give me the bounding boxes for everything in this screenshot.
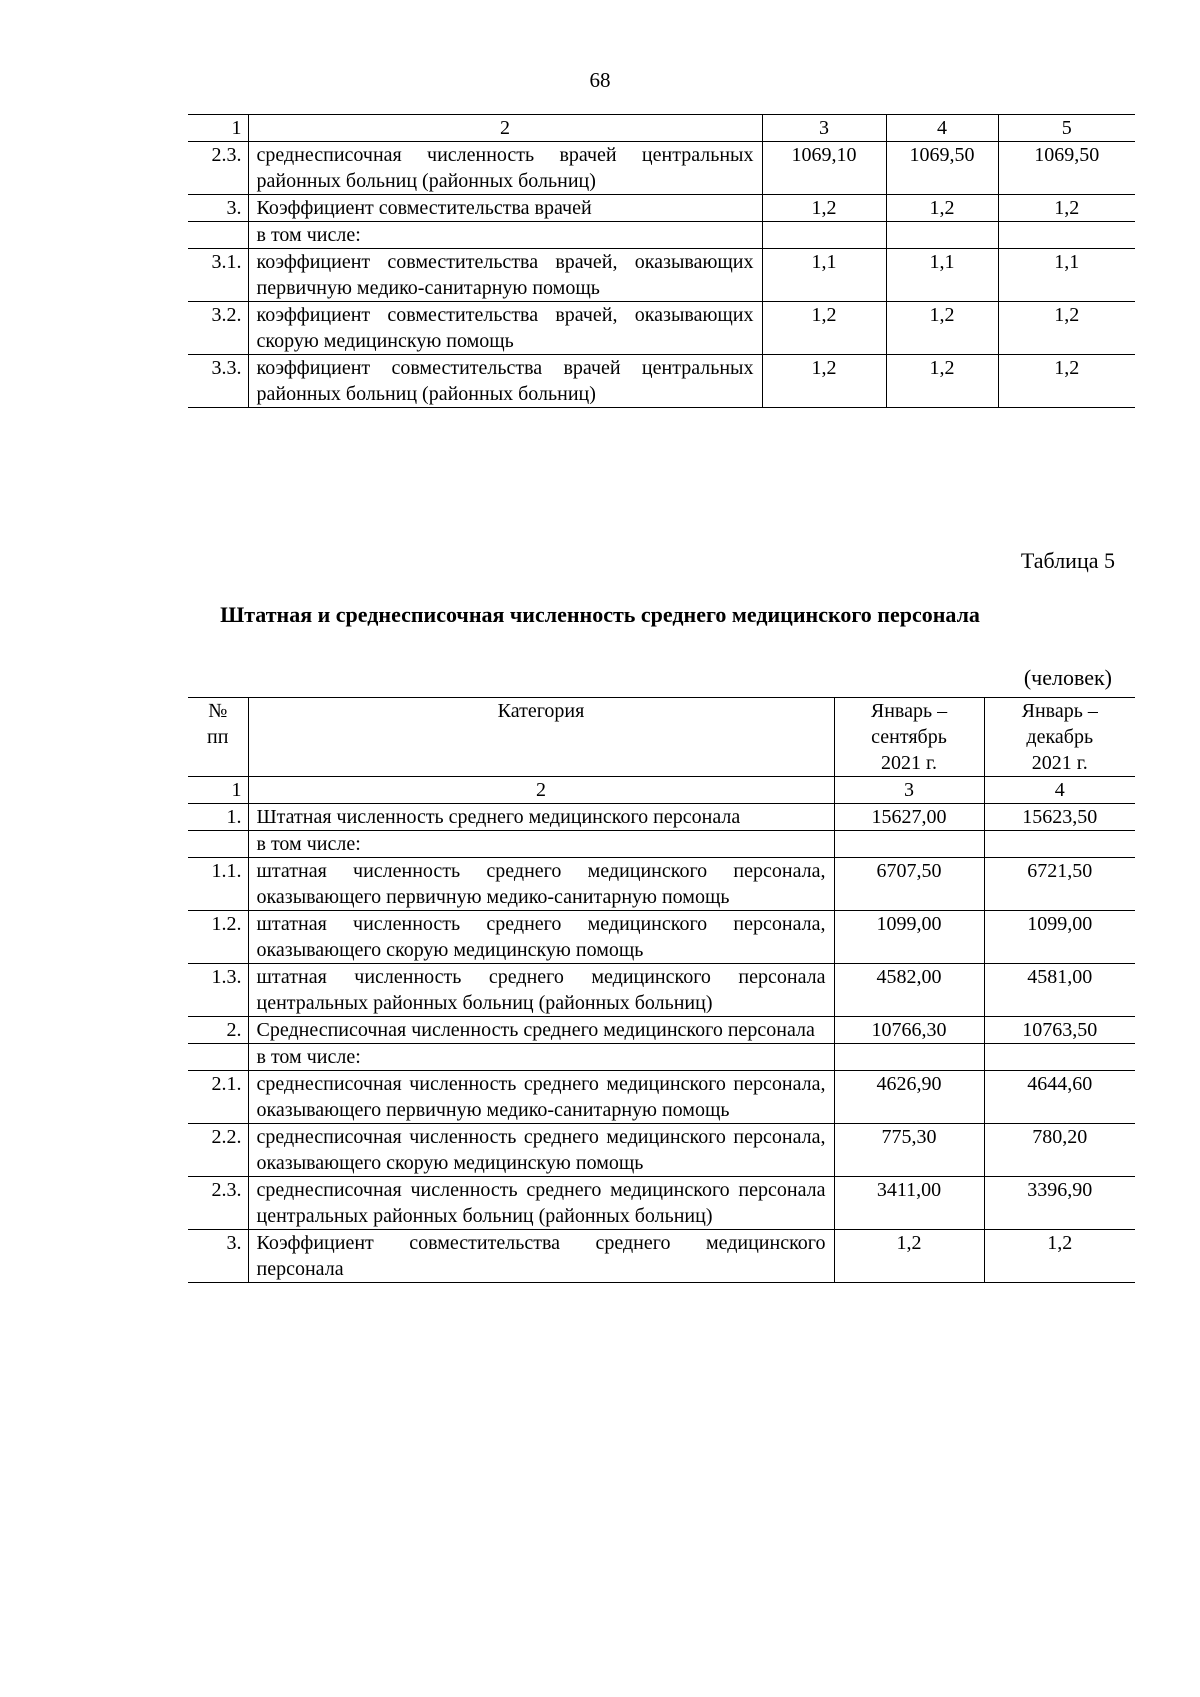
table-index-row bbox=[188, 777, 1135, 804]
table-header-row bbox=[188, 115, 1135, 142]
header-cell: 1 bbox=[188, 115, 248, 142]
header-cell: 5 bbox=[998, 115, 1135, 142]
row-number: 2. bbox=[188, 1017, 248, 1044]
table-row bbox=[188, 222, 1135, 249]
row-category: в том числе: bbox=[248, 222, 762, 249]
row-number: 2.2. bbox=[188, 1124, 248, 1177]
column-header-jan-sep: Январь – сентябрь 2021 г. bbox=[834, 698, 984, 777]
table-5 bbox=[188, 697, 1135, 1283]
row-number: 3. bbox=[188, 1230, 248, 1283]
row-value: 4581,00 bbox=[984, 964, 1135, 1017]
row-category: среднесписочная численность врачей центральных районных больниц (районных больниц) bbox=[248, 142, 762, 195]
row-category: коэффициент совместительства врачей, оказывающих скорую медицинскую помощь bbox=[248, 302, 762, 355]
row-category: среднесписочная численность среднего медицинского персонала, оказывающего первичную медико-санитарную помощь bbox=[248, 1071, 834, 1124]
index-cell: 1 bbox=[188, 777, 248, 804]
row-value: 15627,00 bbox=[834, 804, 984, 831]
row-number: 3.1. bbox=[188, 249, 248, 302]
row-value: 4582,00 bbox=[834, 964, 984, 1017]
table-row bbox=[188, 831, 1135, 858]
row-number: 1. bbox=[188, 804, 248, 831]
row-value: 6707,50 bbox=[834, 858, 984, 911]
table-row bbox=[188, 302, 1135, 355]
index-cell: 4 bbox=[984, 777, 1135, 804]
row-number: 3.2. bbox=[188, 302, 248, 355]
row-category: штатная численность среднего медицинского персонала, оказывающего первичную медико-санитарную помощь bbox=[248, 858, 834, 911]
header-cell: 3 bbox=[762, 115, 886, 142]
row-value: 4626,90 bbox=[834, 1071, 984, 1124]
row-value: 15623,50 bbox=[984, 804, 1135, 831]
row-value: 1099,00 bbox=[834, 911, 984, 964]
row-number: 2.3. bbox=[188, 1177, 248, 1230]
row-value: 1,2 bbox=[886, 302, 998, 355]
row-value: 10763,50 bbox=[984, 1017, 1135, 1044]
row-category: Коэффициент совместительства врачей bbox=[248, 195, 762, 222]
column-header-jan-dec: Январь – декабрь 2021 г. bbox=[984, 698, 1135, 777]
index-cell: 2 bbox=[248, 777, 834, 804]
row-value bbox=[984, 1044, 1135, 1071]
row-value: 780,20 bbox=[984, 1124, 1135, 1177]
table-row bbox=[188, 249, 1135, 302]
row-category: штатная численность среднего медицинского персонала центральных районных больниц (районных больниц) bbox=[248, 964, 834, 1017]
row-value: 1,2 bbox=[762, 302, 886, 355]
row-value: 1069,10 bbox=[762, 142, 886, 195]
row-value: 1,2 bbox=[998, 355, 1135, 408]
table-header-row bbox=[188, 698, 1135, 777]
row-category: в том числе: bbox=[248, 831, 834, 858]
row-value: 1,2 bbox=[984, 1230, 1135, 1283]
row-value: 1,1 bbox=[886, 249, 998, 302]
table-row bbox=[188, 1017, 1135, 1044]
row-value bbox=[998, 222, 1135, 249]
row-number: 3.3. bbox=[188, 355, 248, 408]
row-value bbox=[834, 1044, 984, 1071]
row-value: 1,1 bbox=[762, 249, 886, 302]
row-value: 1,1 bbox=[998, 249, 1135, 302]
header-cell: 2 bbox=[248, 115, 762, 142]
table-row bbox=[188, 804, 1135, 831]
row-value: 1,2 bbox=[998, 302, 1135, 355]
table-row bbox=[188, 1044, 1135, 1071]
table-label: Таблица 5 bbox=[1020, 548, 1115, 573]
row-value bbox=[984, 831, 1135, 858]
column-header-number: № пп bbox=[188, 698, 248, 777]
row-value: 1,2 bbox=[762, 355, 886, 408]
table-unit: (человек) bbox=[1023, 665, 1112, 690]
row-value: 1099,00 bbox=[984, 911, 1135, 964]
row-value: 1,2 bbox=[998, 195, 1135, 222]
row-value: 1069,50 bbox=[998, 142, 1135, 195]
row-number bbox=[188, 222, 248, 249]
row-value: 1,2 bbox=[834, 1230, 984, 1283]
table-row bbox=[188, 1071, 1135, 1124]
row-number: 1.2. bbox=[188, 911, 248, 964]
row-value: 775,30 bbox=[834, 1124, 984, 1177]
row-number: 2.3. bbox=[188, 142, 248, 195]
page-number: 68 bbox=[589, 68, 611, 92]
table-row bbox=[188, 1124, 1135, 1177]
row-number bbox=[188, 831, 248, 858]
table-4-continuation bbox=[188, 114, 1135, 408]
row-value: 3411,00 bbox=[834, 1177, 984, 1230]
row-category: коэффициент совместительства врачей центральных районных больниц (районных больниц) bbox=[248, 355, 762, 408]
row-value: 1,2 bbox=[762, 195, 886, 222]
row-number bbox=[188, 1044, 248, 1071]
header-cell: 4 bbox=[886, 115, 998, 142]
row-value bbox=[834, 831, 984, 858]
row-number: 2.1. bbox=[188, 1071, 248, 1124]
row-value: 6721,50 bbox=[984, 858, 1135, 911]
row-value bbox=[762, 222, 886, 249]
row-number: 3. bbox=[188, 195, 248, 222]
table-row bbox=[188, 858, 1135, 911]
row-category: Штатная численность среднего медицинского персонала bbox=[248, 804, 834, 831]
row-number: 1.3. bbox=[188, 964, 248, 1017]
table-title: Штатная и среднесписочная численность среднего медицинского персонала bbox=[220, 602, 980, 627]
table-row bbox=[188, 1177, 1135, 1230]
row-value bbox=[886, 222, 998, 249]
table-row bbox=[188, 964, 1135, 1017]
row-value: 10766,30 bbox=[834, 1017, 984, 1044]
table-row bbox=[188, 911, 1135, 964]
table-row bbox=[188, 1230, 1135, 1283]
row-number: 1.1. bbox=[188, 858, 248, 911]
row-category: штатная численность среднего медицинского персонала, оказывающего скорую медицинскую помощь bbox=[248, 911, 834, 964]
table-row bbox=[188, 355, 1135, 408]
row-category: Среднесписочная численность среднего медицинского персонала bbox=[248, 1017, 834, 1044]
table-row bbox=[188, 195, 1135, 222]
index-cell: 3 bbox=[834, 777, 984, 804]
row-value: 3396,90 bbox=[984, 1177, 1135, 1230]
row-category: среднесписочная численность среднего медицинского персонала центральных районных больниц (районных больниц) bbox=[248, 1177, 834, 1230]
column-header-category: Категория bbox=[248, 698, 834, 777]
row-category: Коэффициент совместительства среднего медицинского персонала bbox=[248, 1230, 834, 1283]
row-category: среднесписочная численность среднего медицинского персонала, оказывающего скорую медицинскую помощь bbox=[248, 1124, 834, 1177]
table-row bbox=[188, 142, 1135, 195]
row-category: коэффициент совместительства врачей, оказывающих первичную медико-санитарную помощь bbox=[248, 249, 762, 302]
row-value: 1,2 bbox=[886, 355, 998, 408]
row-value: 1,2 bbox=[886, 195, 998, 222]
row-category: в том числе: bbox=[248, 1044, 834, 1071]
row-value: 1069,50 bbox=[886, 142, 998, 195]
row-value: 4644,60 bbox=[984, 1071, 1135, 1124]
